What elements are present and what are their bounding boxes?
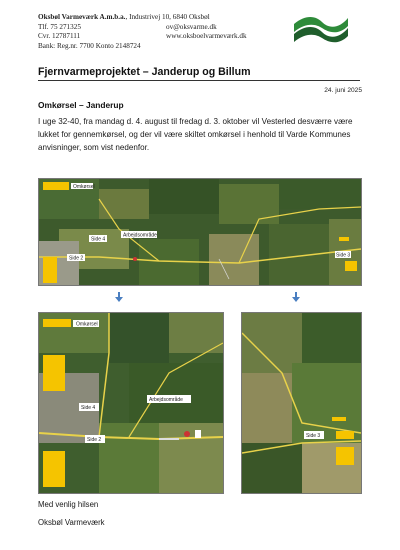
company-email[interactable]: ov@oksvarme.dk [166, 22, 217, 31]
map-detail-east-image [242, 313, 361, 493]
company-cvr: Cvr. 12787111 [38, 32, 81, 41]
body-paragraph: I uge 32-40, fra mandag d. 4. august til fredag d. 3. oktober vil Vesterled desværre være lukket for gennemkørsel, og der vil være skiltet omkørsel i henhold til Varde Kommunes anvisninger, som vist nedenfor. [38, 117, 353, 152]
west-map-legend: Omkørsel [76, 321, 98, 328]
map-detail-west [38, 312, 224, 494]
top-map-side2: Side 2 [69, 255, 84, 262]
contact-line-2 [38, 32, 298, 42]
arrow-down-icon [115, 292, 123, 302]
company-website[interactable]: www.oksboelvarmeværk.dk [166, 32, 247, 41]
map-detail-east [241, 312, 362, 494]
company-name: Oksbøl Varmeværk A.m.b.a. [38, 13, 126, 21]
top-map-side3: Side 3 [336, 252, 351, 259]
title-divider [38, 80, 360, 81]
signature: Oksbøl Varmeværk [38, 518, 105, 527]
section-heading: Omkørsel – Janderup [38, 100, 124, 110]
west-map-side2: Side 2 [87, 437, 102, 443]
company-logo [292, 14, 350, 46]
company-line [38, 13, 298, 23]
company-header [38, 13, 298, 51]
closing-greeting: Med venlig hilsen [38, 500, 99, 509]
west-map-side4: Side 4 [81, 405, 96, 411]
top-map-work-area: Arbejdsområde [123, 232, 157, 239]
company-bank: Bank: Reg.nr. 7700 Konto 2148724 [38, 41, 141, 50]
map-overview-image [39, 179, 361, 285]
top-map-side4: Side 4 [91, 236, 106, 243]
top-map-legend: Omkørsel [73, 184, 95, 190]
west-map-work-area: Arbejdsområde [149, 397, 183, 403]
arrow-down-icon [292, 292, 300, 302]
company-phone: Tlf. 75 271325 [38, 22, 81, 31]
company-address: , Industrivej 10, 6840 Oksbøl [125, 13, 210, 21]
contact-line-1 [38, 23, 298, 33]
east-map-side3: Side 3 [306, 433, 321, 439]
logo-wave-icon [292, 14, 350, 46]
map-detail-west-image [39, 313, 223, 493]
document-date: 24. juni 2025 [324, 87, 362, 94]
document-title: Fjernvarmeprojektet – Janderup og Billum [38, 66, 251, 78]
map-overview [38, 178, 362, 286]
